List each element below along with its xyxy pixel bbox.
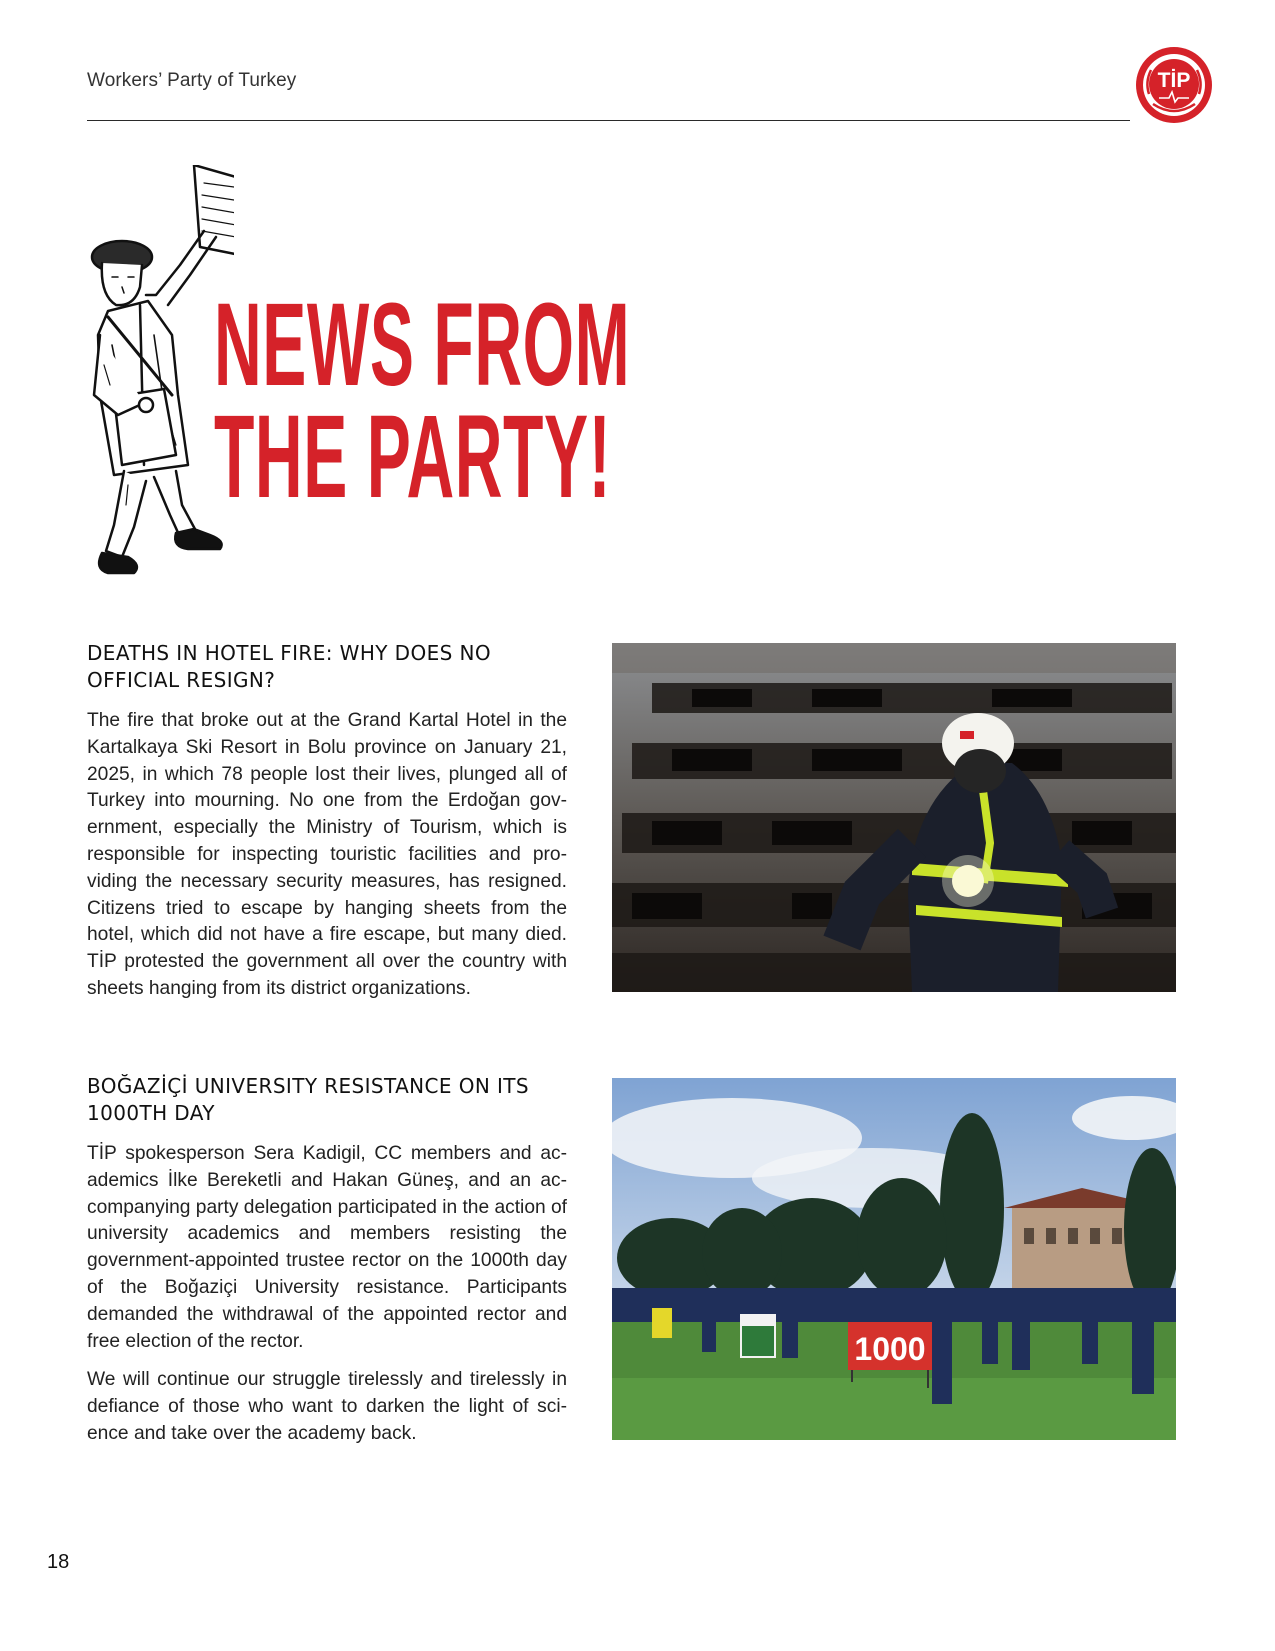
protest-sign-text: 1000 (854, 1331, 926, 1367)
header-divider (87, 120, 1130, 121)
photo-university-protest (612, 1078, 1176, 1440)
publication-title: Workers’ Party of Turkey (87, 70, 297, 91)
banner-headline (214, 279, 714, 523)
article-heading-line-2: OFFICIAL RESIGN? (87, 668, 276, 692)
article-paragraph: We will continue our struggle tirelessly and tirelessly in defiance of those who want to darken the light of science and take over the academy back. (87, 1369, 567, 1444)
article-paragraph: TİP spokesperson Sera Kadigil, CC members and academics İlke Bereketli and Hakan Güneş, and an accompanying party delegation participated in the action of university academics and members resisting the government-appointed trustee rector on the 1000th day of the Boğaziçi University resistance. Participants demanded the withdrawal of the appointed rector and free election of the rector. (87, 1143, 567, 1352)
article-heading-line-1: DEATHS IN HOTEL FIRE: WHY DOES NO (87, 641, 491, 665)
banner-line-1: NEWS FROM (214, 279, 631, 411)
page-number: 18 (47, 1551, 70, 1573)
article-bogazici-resistance (87, 1073, 567, 1460)
article-heading (87, 1073, 567, 1127)
article-heading-line-2: 1000TH DAY (87, 1101, 215, 1125)
article-paragraph: The fire that broke out at the Grand Kartal Hotel in the Kartalkaya Ski Resort in Bolu province on January 21, 2025, in which 78 people lost their lives, plunged all of Turkey into mourning. No one from the Erdoğan government, especially the Ministry of Tourism, which is responsible for inspecting touristic facilities and providing the necessary security measures, has resigned. Citizens tried to escape by hanging sheets from the hotel, which did not have a fire escape, but many died. TİP protested the government all over the country with sheets hanging from its district organizations. (87, 710, 567, 999)
logo-text: TİP (1157, 69, 1191, 92)
photo-firefighter-burned-hotel (612, 643, 1176, 992)
newsboy-illustration (84, 165, 234, 601)
article-hotel-fire (87, 640, 567, 1015)
banner-line-2: THE PARTY! (214, 391, 612, 523)
article-heading (87, 640, 567, 694)
article-heading-line-1: BOĞAZİÇİ UNIVERSITY RESISTANCE ON ITS (87, 1074, 529, 1098)
tip-logo (1133, 44, 1215, 126)
